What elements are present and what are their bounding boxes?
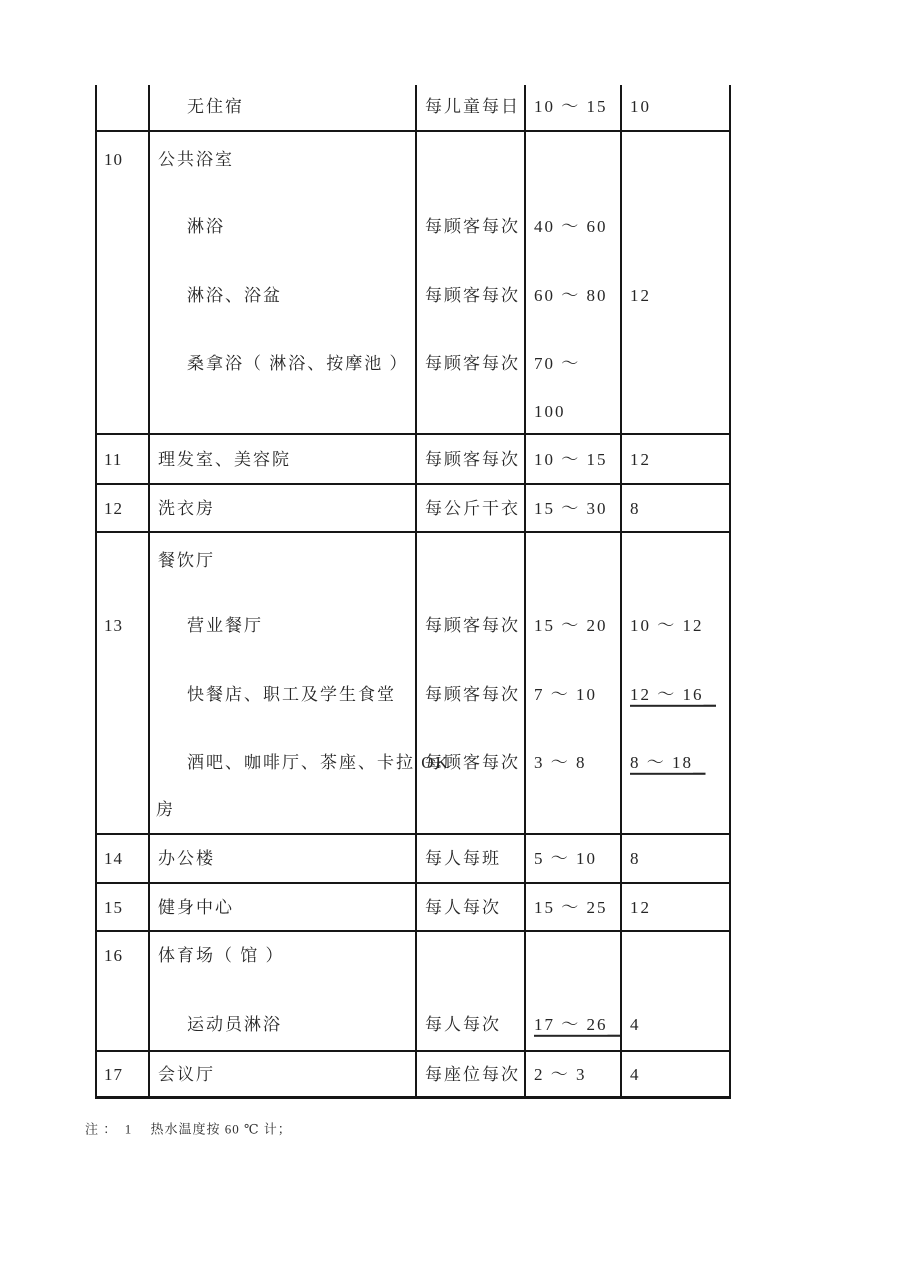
unit-value: 每顾客每次 (425, 353, 520, 373)
row-name: 快餐店、职工及学生食堂 (187, 684, 396, 704)
table-row (97, 130, 729, 433)
row-name-wrap: 房 (156, 799, 175, 819)
cell-unit (415, 132, 524, 433)
cell-name (148, 835, 415, 882)
range-value: 10 ～ 15 (534, 449, 608, 469)
quota-value: 12 (630, 449, 651, 469)
row-name: 运动员淋浴 (187, 1014, 282, 1034)
cell-quota (620, 932, 729, 1050)
range-value: 5 ～ 10 (534, 848, 597, 868)
unit-value: 每顾客每次 (425, 752, 520, 772)
row-name: 会议厅 (158, 1064, 215, 1084)
cell-name (148, 132, 415, 433)
unit-value: 每顾客每次 (425, 449, 520, 469)
row-name: 淋浴、浴盆 (187, 285, 282, 305)
row-number: 14 (104, 848, 123, 868)
unit-value: 每顾客每次 (425, 285, 520, 305)
cell-seq (97, 932, 148, 1050)
row-name: 办公楼 (158, 848, 215, 868)
row-number: 12 (104, 498, 123, 518)
quota-value: 12 (630, 897, 651, 917)
row-number: 10 (104, 149, 123, 169)
row-number: 17 (104, 1064, 123, 1084)
range-value: 100 (534, 401, 566, 421)
cell-quota (620, 485, 729, 531)
cell-unit (415, 884, 524, 930)
cell-range (524, 932, 620, 1050)
cell-range (524, 85, 620, 130)
table-row (97, 833, 729, 882)
cell-seq (97, 435, 148, 483)
range-value: 3 ～ 8 (534, 752, 587, 772)
quota-value: 12 (630, 285, 651, 305)
table-row (97, 483, 729, 531)
range-value: 60 ～ 80 (534, 285, 608, 305)
row-name: 餐饮厅 (158, 550, 215, 570)
cell-unit (415, 485, 524, 531)
cell-range (524, 835, 620, 882)
cell-seq (97, 835, 148, 882)
cell-name (148, 884, 415, 930)
quota-value: 4 (630, 1014, 641, 1034)
range-value: 15 ～ 25 (534, 897, 608, 917)
row-name: 洗衣房 (158, 498, 215, 518)
row-name: 理发室、美容院 (158, 449, 291, 469)
cell-range (524, 1052, 620, 1096)
cell-quota (620, 533, 729, 833)
cell-range (524, 435, 620, 483)
water-quota-table (95, 85, 731, 1099)
cell-name (148, 533, 450, 833)
cell-quota (620, 835, 729, 882)
range-value: 70 ～ (534, 353, 581, 373)
row-number: 15 (104, 897, 123, 917)
quota-value: 4 (630, 1064, 641, 1084)
unit-value: 每公斤干衣 (425, 498, 520, 518)
cell-seq (97, 533, 148, 833)
footnote: 注 ： 1 热水温度按 60 ℃ 计； (85, 1121, 292, 1137)
unit-value: 每顾客每次 (425, 216, 520, 236)
range-value-underlined: 17 ～ 26 (534, 1014, 608, 1034)
quota-value: 8 (630, 848, 641, 868)
range-value: 15 ～ 20 (534, 615, 608, 635)
unit-value: 每人每班 (425, 848, 501, 868)
cell-seq (97, 132, 148, 433)
range-value: 7 ～ 10 (534, 684, 597, 704)
row-name: 体育场（ 馆 ） (158, 945, 285, 965)
table-row (97, 85, 729, 130)
row-name: 营业餐厅 (187, 615, 263, 635)
unit-value: 每儿童每日 (425, 96, 520, 116)
table-row (97, 882, 729, 930)
unit-value: 每顾客每次 (425, 684, 520, 704)
quota-value: 10 ～ 12 (630, 615, 704, 635)
unit-value: 每人每次 (425, 897, 501, 917)
cell-name (148, 1052, 415, 1096)
cell-quota (620, 132, 729, 433)
quota-value-underlined: 12 ～ 16 (630, 684, 704, 704)
cell-unit (415, 932, 524, 1050)
row-number: 16 (104, 945, 123, 965)
table-row (97, 531, 729, 833)
table-row (97, 930, 729, 1050)
cell-unit (415, 435, 524, 483)
row-number: 13 (104, 615, 123, 635)
cell-unit (415, 1052, 524, 1096)
range-value: 2 ～ 3 (534, 1064, 587, 1084)
unit-value: 每座位每次 (425, 1064, 520, 1084)
table-row (97, 1050, 729, 1096)
quota-value-underlined: 8 ～ 18 (630, 752, 693, 772)
row-name: 无住宿 (187, 96, 244, 116)
cell-range (524, 485, 620, 531)
cell-seq (97, 85, 148, 130)
cell-quota (620, 435, 729, 483)
cell-quota (620, 85, 729, 130)
unit-value: 每顾客每次 (425, 615, 520, 635)
quota-value: 10 (630, 96, 651, 116)
cell-name (148, 932, 415, 1050)
row-name: 公共浴室 (158, 149, 234, 169)
range-value: 40 ～ 60 (534, 216, 608, 236)
range-value: 10 ～ 15 (534, 96, 608, 116)
cell-seq (97, 1052, 148, 1096)
cell-unit (415, 835, 524, 882)
range-value: 15 ～ 30 (534, 498, 608, 518)
table-row (97, 433, 729, 483)
cell-range (524, 132, 620, 433)
row-name: 淋浴 (187, 216, 225, 236)
cell-range (524, 533, 620, 833)
row-name: 健身中心 (158, 897, 234, 917)
cell-name (148, 435, 415, 483)
unit-value: 每人每次 (425, 1014, 501, 1034)
cell-name (148, 485, 415, 531)
cell-name (148, 85, 415, 130)
cell-quota (620, 1052, 729, 1096)
row-number: 11 (104, 449, 123, 469)
cell-quota (620, 884, 729, 930)
quota-value: 8 (630, 498, 641, 518)
cell-seq (97, 884, 148, 930)
row-name: 酒吧、咖啡厅、茶座、卡拉 OK (187, 752, 450, 772)
cell-seq (97, 485, 148, 531)
cell-unit (415, 533, 524, 833)
row-name: 桑拿浴（ 淋浴、按摩池 ） (187, 353, 409, 373)
cell-unit (415, 85, 524, 130)
cell-range (524, 884, 620, 930)
